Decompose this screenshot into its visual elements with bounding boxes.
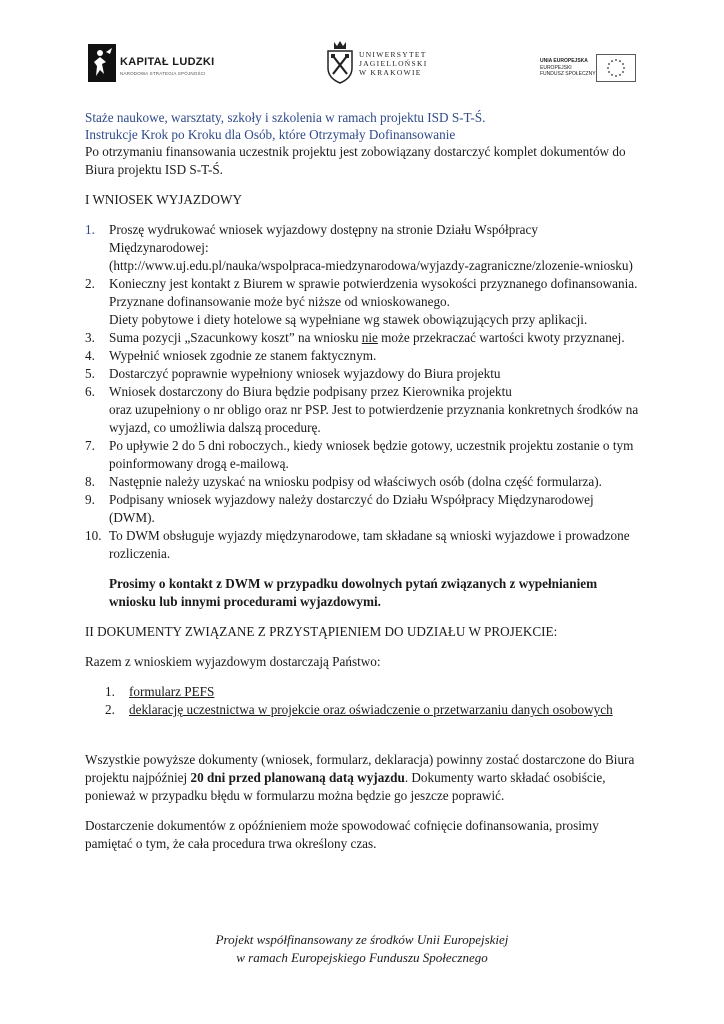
contact-note: Prosimy o kontakt z DWM w przypadku dowolnych pytań związanych z wypełnianiem wniosku lub innymi procedurami wyjazdowymi. (109, 576, 598, 609)
list-item (85, 365, 640, 383)
step-text: To DWM obsługuje wyjazdy międzynarodowe, tam składane są wnioski wyjazdowe i prowadzone rozliczenia. (109, 528, 630, 561)
step-text: Proszę wydrukować wniosek wyjazdowy dostępny na stronie Działu Współpracy Międzynarodowej: (109, 222, 538, 255)
footer-line-2: w ramach Europejskiego Funduszu Społecznego (236, 950, 488, 965)
uj-line-2: JAGIELLOŃSKI (359, 59, 428, 68)
deadline-text: Wszystkie powyższe dokumenty (wniosek, formularz, deklaracja) powinny zostać dostarczone do Biura projektu najpóźniej (85, 752, 635, 785)
step-text: Suma pozycji „Szacunkowy koszt” na wniosku (109, 330, 362, 345)
footer-line-1: Projekt współfinansowany ze środków Unii Europejskiej (215, 932, 509, 947)
docs-intro: Razem z wnioskiem wyjazdowym dostarczają Państwo: (85, 654, 381, 669)
step-text: Konieczny jest kontakt z Biurem w sprawie potwierdzenia wysokości przyznanego dofinansowania. Przyznane dofinansowanie może być niższe od wnioskowanego. (109, 276, 638, 309)
document-body (85, 109, 640, 853)
list-item (85, 311, 640, 329)
list-item (85, 401, 640, 437)
steps-list (85, 221, 640, 563)
step-text: Diety pobytowe i diety hotelowe są wypełniane wg stawek obowiązujących przy aplikacji. (109, 312, 588, 327)
step-emphasis: nie (361, 330, 378, 345)
list-item (85, 491, 640, 527)
step-text: może przekraczać wartości kwoty przyznanej. (377, 330, 625, 345)
step-number: 3. (85, 330, 95, 345)
section-2-heading: II DOKUMENTY ZWIĄZANE Z PRZYSTĄPIENIEM DO UDZIAŁU W PROJEKCIE: (85, 624, 558, 639)
list-item (85, 275, 640, 311)
step-number: 10. (85, 528, 102, 543)
list-item (85, 329, 640, 347)
uj-name (359, 50, 428, 77)
step-text: Po upływie 2 do 5 dni roboczych., kiedy wniosek będzie gotowy, uczestnik projektu zostanie o tym poinformowany drogą e-mailową. (109, 438, 634, 471)
step-number: 6. (85, 384, 95, 399)
documents-list (85, 683, 640, 719)
section-1-heading: I WNIOSEK WYJAZDOWY (85, 192, 243, 207)
eu-line-3: FUNDUSZ SPOŁECZNY (540, 71, 596, 77)
step-number: 8. (85, 474, 95, 489)
step-text: Podpisany wniosek wyjazdowy należy dostarczyć do Działu Współpracy Międzynarodowej (DWM). (109, 492, 594, 525)
header (0, 40, 724, 90)
step-text: Następnie należy uzyskać na wniosku podpisy od właściwych osób (dolna część formularza). (109, 474, 602, 489)
deadline-emphasis: 20 dni przed planowaną datą wyjazdu (190, 770, 405, 785)
step-number: 7. (85, 438, 95, 453)
list-item (85, 221, 640, 257)
uj-line-1: UNIWERSYTET (359, 50, 427, 59)
kapital-ludzki-logo (88, 44, 215, 84)
step-number: 2. (85, 276, 95, 291)
list-item (85, 437, 640, 473)
title-line-2: Instrukcje Krok po Kroku dla Osób, które Otrzymały Dofinansowanie (85, 127, 456, 142)
late-note: Dostarczenie dokumentów z opóźnieniem może spowodować cofnięcie dofinansowania, prosimy pamiętać o tym, że cała procedura trwa określony czas. (85, 818, 599, 851)
intro-paragraph: Po otrzymaniu finansowania uczestnik projektu jest zobowiązany dostarczyć komplet dokumentów do Biura projektu ISD S-T-Ś. (85, 144, 626, 177)
step-text: oraz uzupełniony o nr obligo oraz nr PSP. Jest to potwierdzenie przyznania konkretnych środków na wyjazd, co umożliwia dalszą procedurę. (109, 402, 639, 435)
kl-subtitle: NARODOWA STRATEGIA SPÓJNOŚCI (120, 71, 206, 76)
doc-number: 2. (105, 702, 115, 717)
step-text: Wniosek dostarczony do Biura będzie podpisany przez Kierownika projektu (109, 384, 512, 399)
step-number: 9. (85, 492, 95, 507)
step-text: Wypełnić wniosek zgodnie ze stanem faktycznym. (109, 348, 377, 363)
kapital-ludzki-mark-icon (88, 44, 116, 82)
title-line-1: Staże naukowe, warsztaty, szkoły i szkolenia w ramach projektu ISD S-T-Ś. (85, 110, 486, 125)
eu-line-1: UNIA EUROPEJSKA (540, 58, 588, 64)
step-link-text: (http://www.uj.edu.pl/nauka/wspolpraca-miedzynarodowa/wyjazdy-zagraniczne/zlozenie-wniosku) (109, 258, 633, 273)
eu-text (540, 58, 596, 78)
deadline-paragraph (85, 751, 640, 805)
doc-link[interactable]: deklarację uczestnictwa w projekcie oraz oświadczenie o przetwarzaniu danych osobowych (129, 702, 613, 717)
kl-title: KAPITAŁ LUDZKI (120, 56, 215, 68)
uj-logo (325, 40, 435, 86)
list-item (85, 347, 640, 365)
list-item (85, 383, 640, 401)
doc-number: 1. (105, 684, 115, 699)
doc-link[interactable]: formularz PEFS (129, 684, 215, 699)
eu-flag-icon (596, 54, 636, 82)
uj-crest-icon (325, 40, 355, 84)
list-item (85, 527, 640, 563)
list-item (105, 701, 640, 719)
list-item (105, 683, 640, 701)
list-item (85, 473, 640, 491)
step-text: Dostarczyć poprawnie wypełniony wniosek wyjazdowy do Biura projektu (109, 366, 501, 381)
step-number: 5. (85, 366, 95, 381)
uj-line-3: W KRAKOWIE (359, 68, 422, 77)
eu-line-2: EUROPEJSKI (540, 64, 572, 71)
list-item (85, 257, 640, 275)
step-number: 4. (85, 348, 95, 363)
footer (0, 931, 724, 967)
deadline-text-end: . Dokumenty warto składać osobiście, ponieważ w przypadku błędu w formularzu można będzie go jeszcze poprawić. (85, 770, 606, 803)
step-number: 1. (85, 222, 95, 237)
eu-logo (540, 54, 665, 86)
